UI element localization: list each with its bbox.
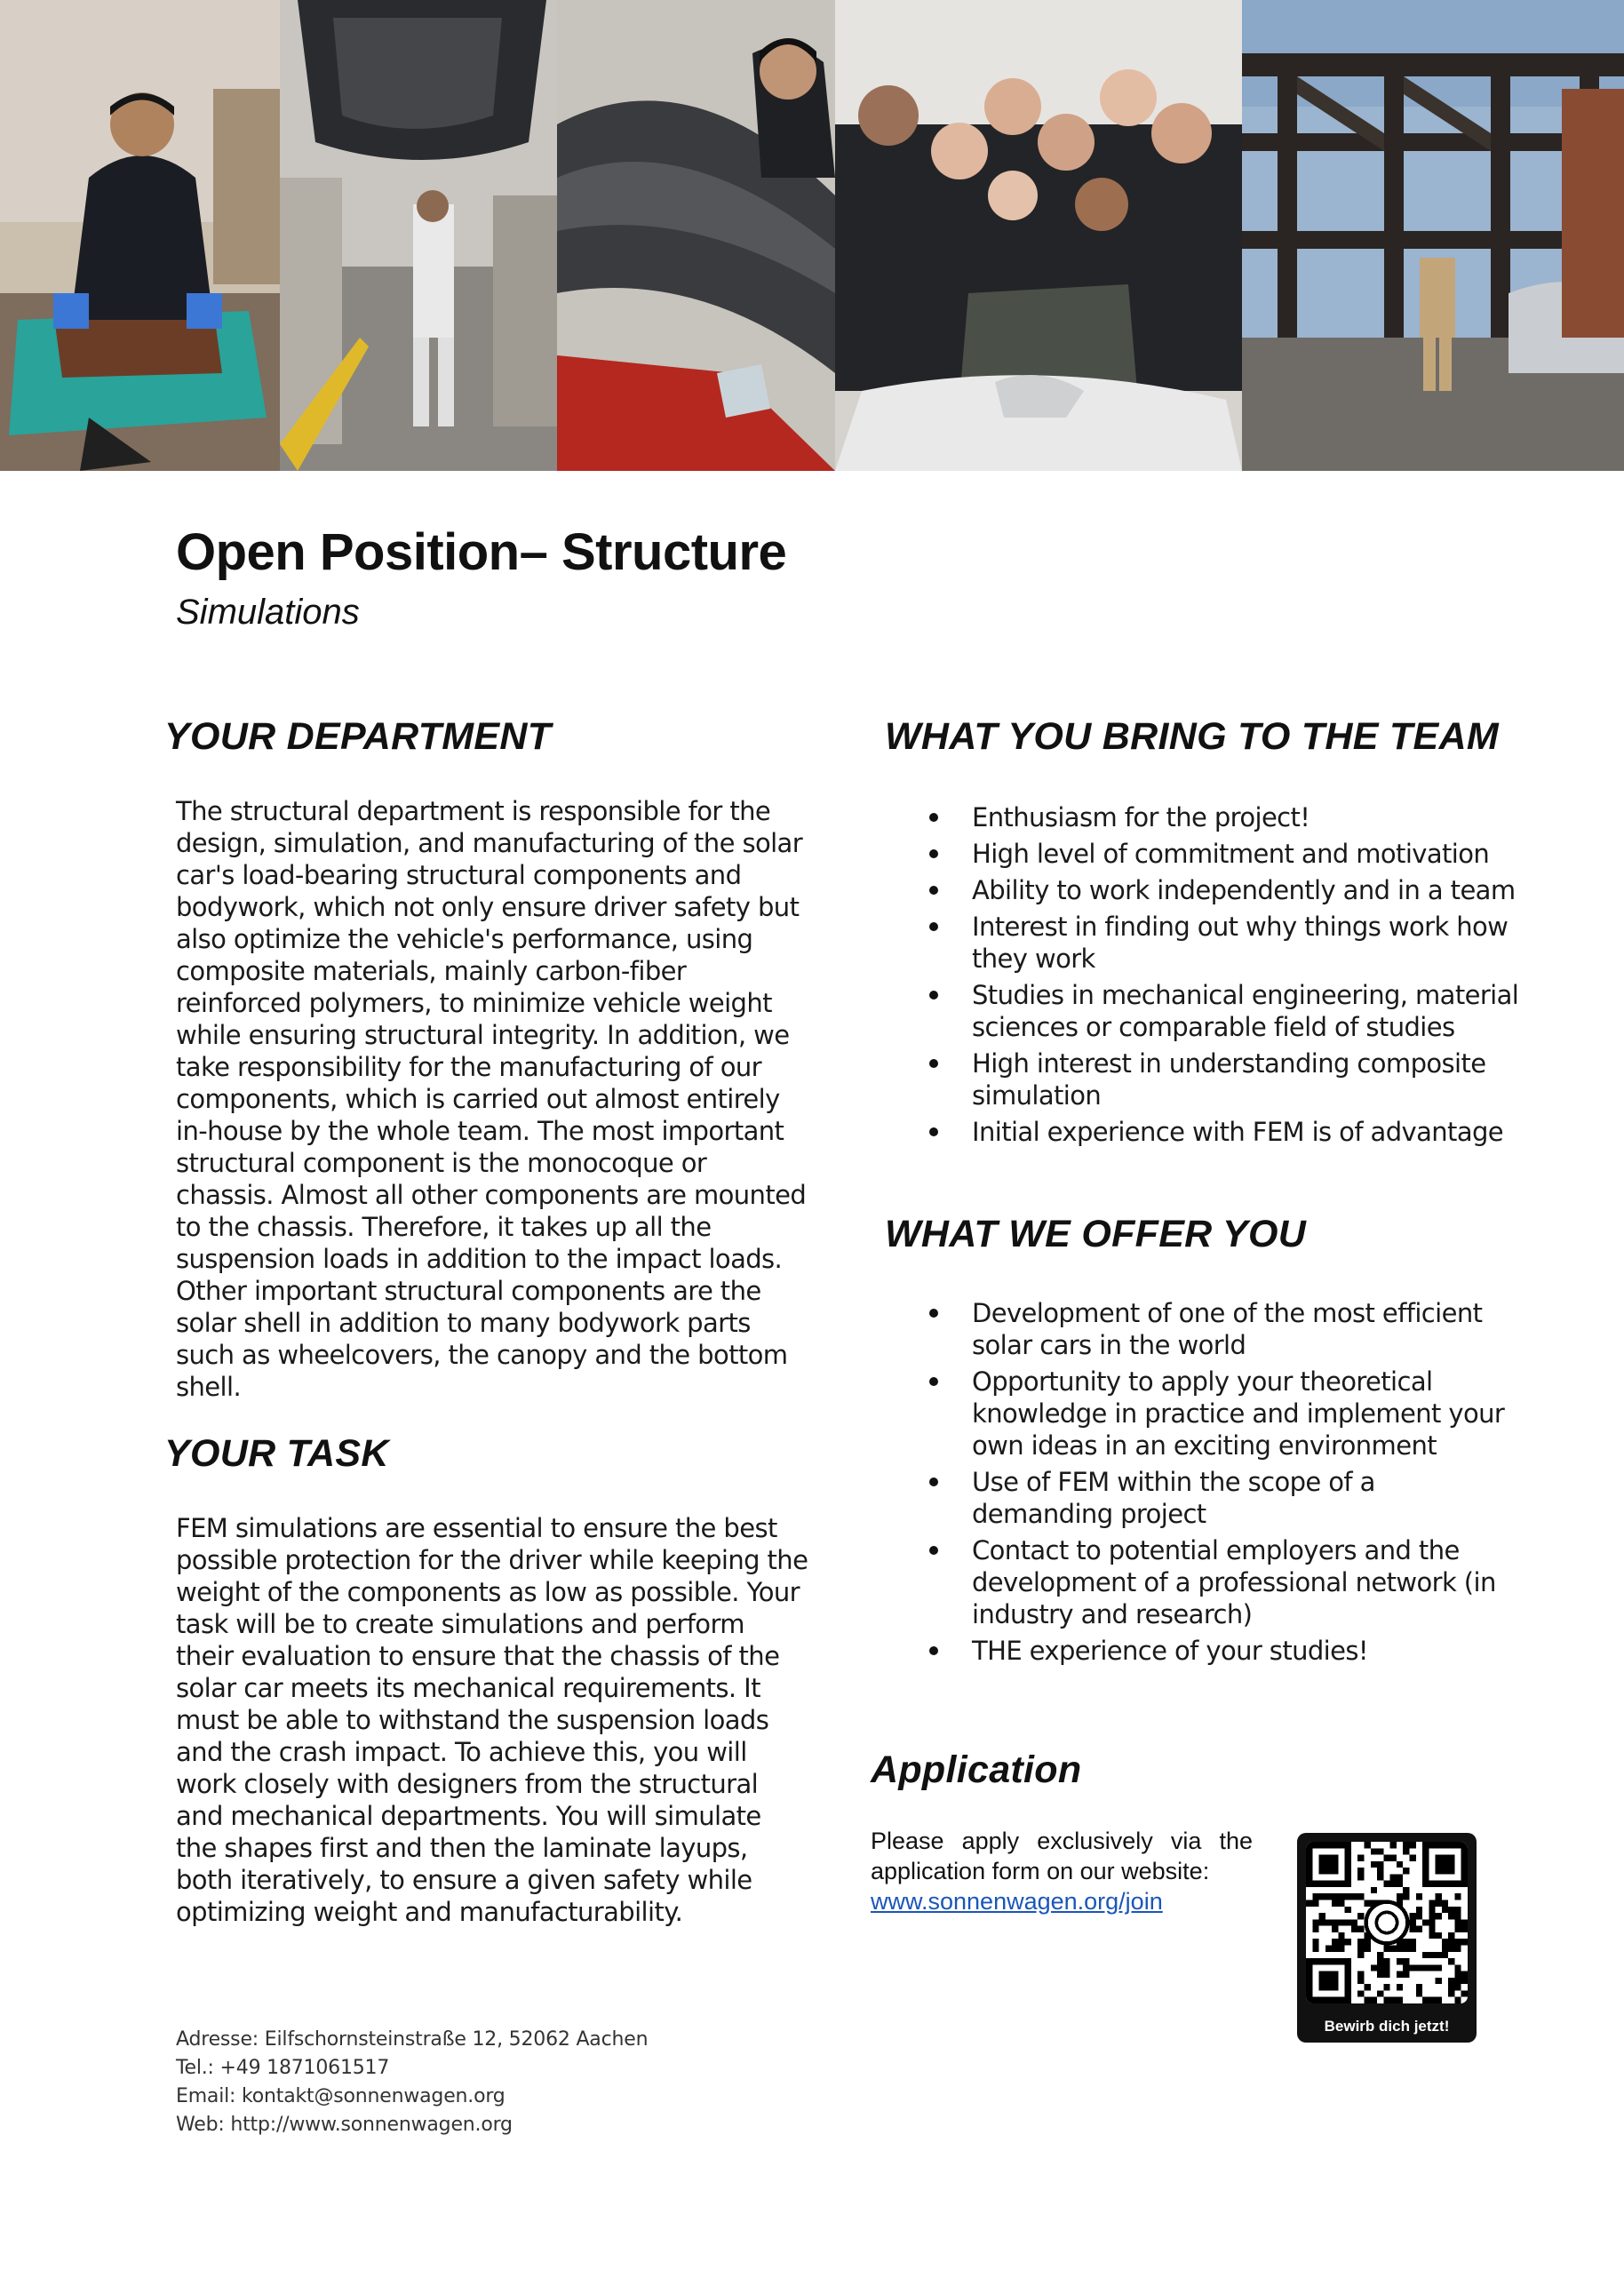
application-instructions: Please apply exclusively via the application form on our website: xyxy=(871,1828,1253,1884)
photo-chassis-jig xyxy=(1242,0,1624,471)
offer-list xyxy=(972,1297,1523,1671)
list-item: Contact to potential employers and the development of a professional network (in industry and research) xyxy=(972,1534,1523,1630)
bullet-icon xyxy=(929,1478,938,1486)
photo-team-group xyxy=(835,0,1242,471)
contact-phone: Tel.: +49 1871061517 xyxy=(176,2057,390,2079)
offer-heading: WHAT WE OFFER YOU xyxy=(885,1213,1307,1255)
photo-carbon-part xyxy=(557,0,835,471)
application-text xyxy=(871,1826,1253,1916)
department-text: The structural department is responsible for the design, simulation, and manufacturing of the solar car's load-bearing structural components and bodywork, which not only ensure driver safety but also optimize the vehicle's performance, using composite materials, mainly carbon-fiber reinforced polymers, to minimize vehicle weight while ensuring structural integrity. In addition, we take responsibility for the manufacturing of our components, which is carried out almost entirely in-house by the whole team. The most important structural component is the monocoque or chassis. Almost all other components are mounted to the chassis. Therefore, it takes up all the suspension loads in addition to the impact loads. Other important structural components are the solar shell in addition to many bodywork parts such as wheelcovers, the canopy and the bottom shell. xyxy=(176,796,807,1402)
list-item: Interest in finding out why things work how they work xyxy=(972,911,1523,975)
photo-workshop-mold xyxy=(0,0,280,471)
list-item: Studies in mechanical engineering, material sciences or comparable field of studies xyxy=(972,979,1523,1043)
contact-address: Adresse: Eilfschornsteinstraße 12, 52062 Aachen xyxy=(176,2028,649,2051)
list-item: Use of FEM within the scope of a demanding project xyxy=(972,1466,1523,1530)
list-item: High level of commitment and motivation xyxy=(972,838,1523,870)
list-item: Initial experience with FEM is of advantage xyxy=(972,1116,1523,1148)
bullet-icon xyxy=(929,1377,938,1386)
bullet-icon xyxy=(929,1127,938,1136)
header-photo-strip xyxy=(0,0,1624,471)
bullet-icon xyxy=(929,922,938,931)
page-title: Open Position– Structure xyxy=(176,523,787,581)
list-item: Development of one of the most efficient solar cars in the world xyxy=(972,1297,1523,1361)
contact-block xyxy=(176,2026,648,2139)
bullet-icon xyxy=(929,813,938,822)
application-link[interactable]: www.sonnenwagen.org/join xyxy=(871,1888,1163,1915)
qr-caption: Bewirb dich jetzt! xyxy=(1324,2018,1450,2035)
bullet-icon xyxy=(929,1059,938,1068)
list-item: Opportunity to apply your theoretical knowledge in practice and implement your own ideas in an exciting environment xyxy=(972,1366,1523,1462)
bring-list xyxy=(972,801,1523,1152)
contact-email: Email: kontakt@sonnenwagen.org xyxy=(176,2085,506,2107)
task-text: FEM simulations are essential to ensure the best possible protection for the driver while keeping the weight of the components as low as possible. Your task will be to create simulations and perform their evaluation to ensure that the chassis of the solar car meets its mechanical requirements. It must be able to withstand the suspension loads and the crash impact. To achieve this, you will work closely with designers from the structural and mechanical departments. You will simulate the shapes first and then the laminate layups, both iteratively, to ensure a given safety while optimizing weight and manufacturability. xyxy=(176,1513,808,1927)
bullet-icon xyxy=(929,849,938,858)
bullet-icon xyxy=(929,1646,938,1655)
bullet-icon xyxy=(929,1309,938,1318)
bullet-icon xyxy=(929,886,938,895)
bullet-icon xyxy=(929,991,938,1000)
bullet-icon xyxy=(929,1546,938,1555)
qr-code-icon xyxy=(1306,1842,1468,2003)
photo-workshop-hall xyxy=(280,0,557,471)
list-item: THE experience of your studies! xyxy=(972,1635,1523,1667)
list-item: Enthusiasm for the project! xyxy=(972,801,1523,833)
qr-code-card[interactable] xyxy=(1297,1833,1477,2043)
page-subtitle: Simulations xyxy=(176,593,360,632)
task-heading: YOUR TASK xyxy=(164,1432,389,1475)
title-block xyxy=(176,522,786,633)
application-heading: Application xyxy=(871,1748,1082,1791)
bring-heading: WHAT YOU BRING TO THE TEAM xyxy=(885,715,1500,758)
contact-web: Web: http://www.sonnenwagen.org xyxy=(176,2114,513,2136)
list-item: Ability to work independently and in a team xyxy=(972,874,1523,906)
list-item: High interest in understanding composite simulation xyxy=(972,1047,1523,1111)
department-heading: YOUR DEPARTMENT xyxy=(164,715,552,758)
